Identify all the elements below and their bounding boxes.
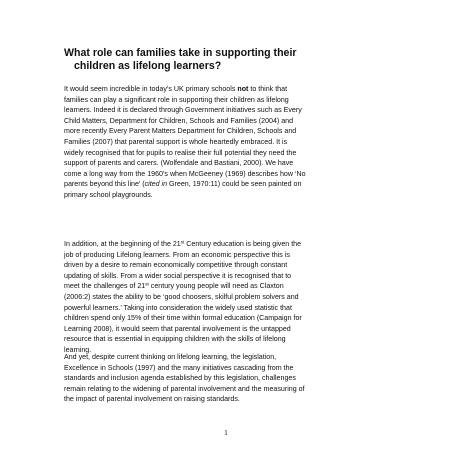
text-line: support of parents and carers. (Wolfendale and Bastiani, 2000). We have [64, 159, 294, 168]
text-line [64, 281, 400, 292]
heading-line: What role can families take in supporting their [64, 47, 297, 59]
text-line: Families (2007) that parental support is whole heartedly embraced. It is [64, 137, 288, 146]
ordinal-superscript: st [145, 281, 149, 287]
text-line: (2006:2) states the ability to be ‘good choosers, skilful problem solvers and [64, 292, 299, 301]
text-line: learners. Indeed it is declared through Government initiatives such as Every [64, 106, 302, 115]
document-heading [64, 47, 394, 72]
text-line [64, 179, 400, 190]
text-run: Century education is being given the [184, 240, 302, 248]
text-line: resource that is essential in equipping children with the skills of lifelong [64, 335, 286, 344]
page-number: 1 [224, 428, 228, 437]
emphasis-not: not [237, 85, 249, 93]
text-line: And yet, despite current thinking on lifelong learning, the legislation, [64, 353, 277, 361]
text-line: standards and inclusion agenda established by this legislation, challenges [64, 374, 296, 383]
text-run: to think that [248, 85, 288, 93]
text-run: parents beyond this line’ ( [64, 180, 145, 189]
text-line [64, 84, 400, 95]
text-run: It would seem incredible in today’s UK primary schools [64, 85, 238, 93]
text-line [64, 239, 400, 250]
text-line: come a long way from the 1960’s when McGeeney (1969) describes how ‘No [64, 169, 306, 178]
paragraph-2 [64, 239, 400, 356]
text-line: children spend only 15% of their time within formal education (Campaign for [64, 314, 302, 323]
text-line: powerful learners.’ Taking into consideration the widely used statistic that [64, 303, 292, 312]
text-line: updating of skills. From a wider social perspective it is recognised that to [64, 271, 292, 280]
text-line: learning. [64, 345, 92, 354]
text-run: meet the challenges of 21 [64, 282, 146, 291]
ordinal-superscript: st [180, 239, 185, 245]
text-line: driven by a desire to remain economically competitive through constant [64, 261, 288, 270]
paragraph-1 [64, 84, 400, 201]
heading-line: children as lifelong learners? [74, 59, 222, 72]
text-line: families can play a significant role in supporting their children as lifelong [64, 95, 289, 104]
text-line: Child Matters, Department for Children, Schools and Families (2004) and [64, 116, 294, 125]
text-line: widely recognised that for pupils to realise their full potential they need the [64, 148, 297, 157]
text-line: job of producing Lifelong learners. From an economic perspective this is [64, 250, 290, 259]
text-line: more recently Every Parent Matters Department for Children, Schools and [64, 127, 297, 136]
paragraph-3 [64, 352, 400, 405]
text-run: Green, 1970:11) could be seen painted on [167, 180, 302, 189]
text-run: century young people will need as Claxton [148, 282, 284, 291]
text-line: primary school playgrounds. [64, 190, 153, 199]
text-line: remain relating to the widening of parental involvement and the measuring of [64, 384, 305, 393]
text-run: In addition, at the beginning of the 21 [64, 240, 181, 248]
italic-cited-in: cited in [144, 180, 168, 189]
text-line: Learning 2008), it would seem that parental involvement is the untapped [64, 324, 291, 333]
text-line: Excellence in Schools (1997) and the many initiatives cascading from the [64, 363, 294, 372]
text-line: the impact of parental involvement on raising standards. [64, 395, 240, 404]
